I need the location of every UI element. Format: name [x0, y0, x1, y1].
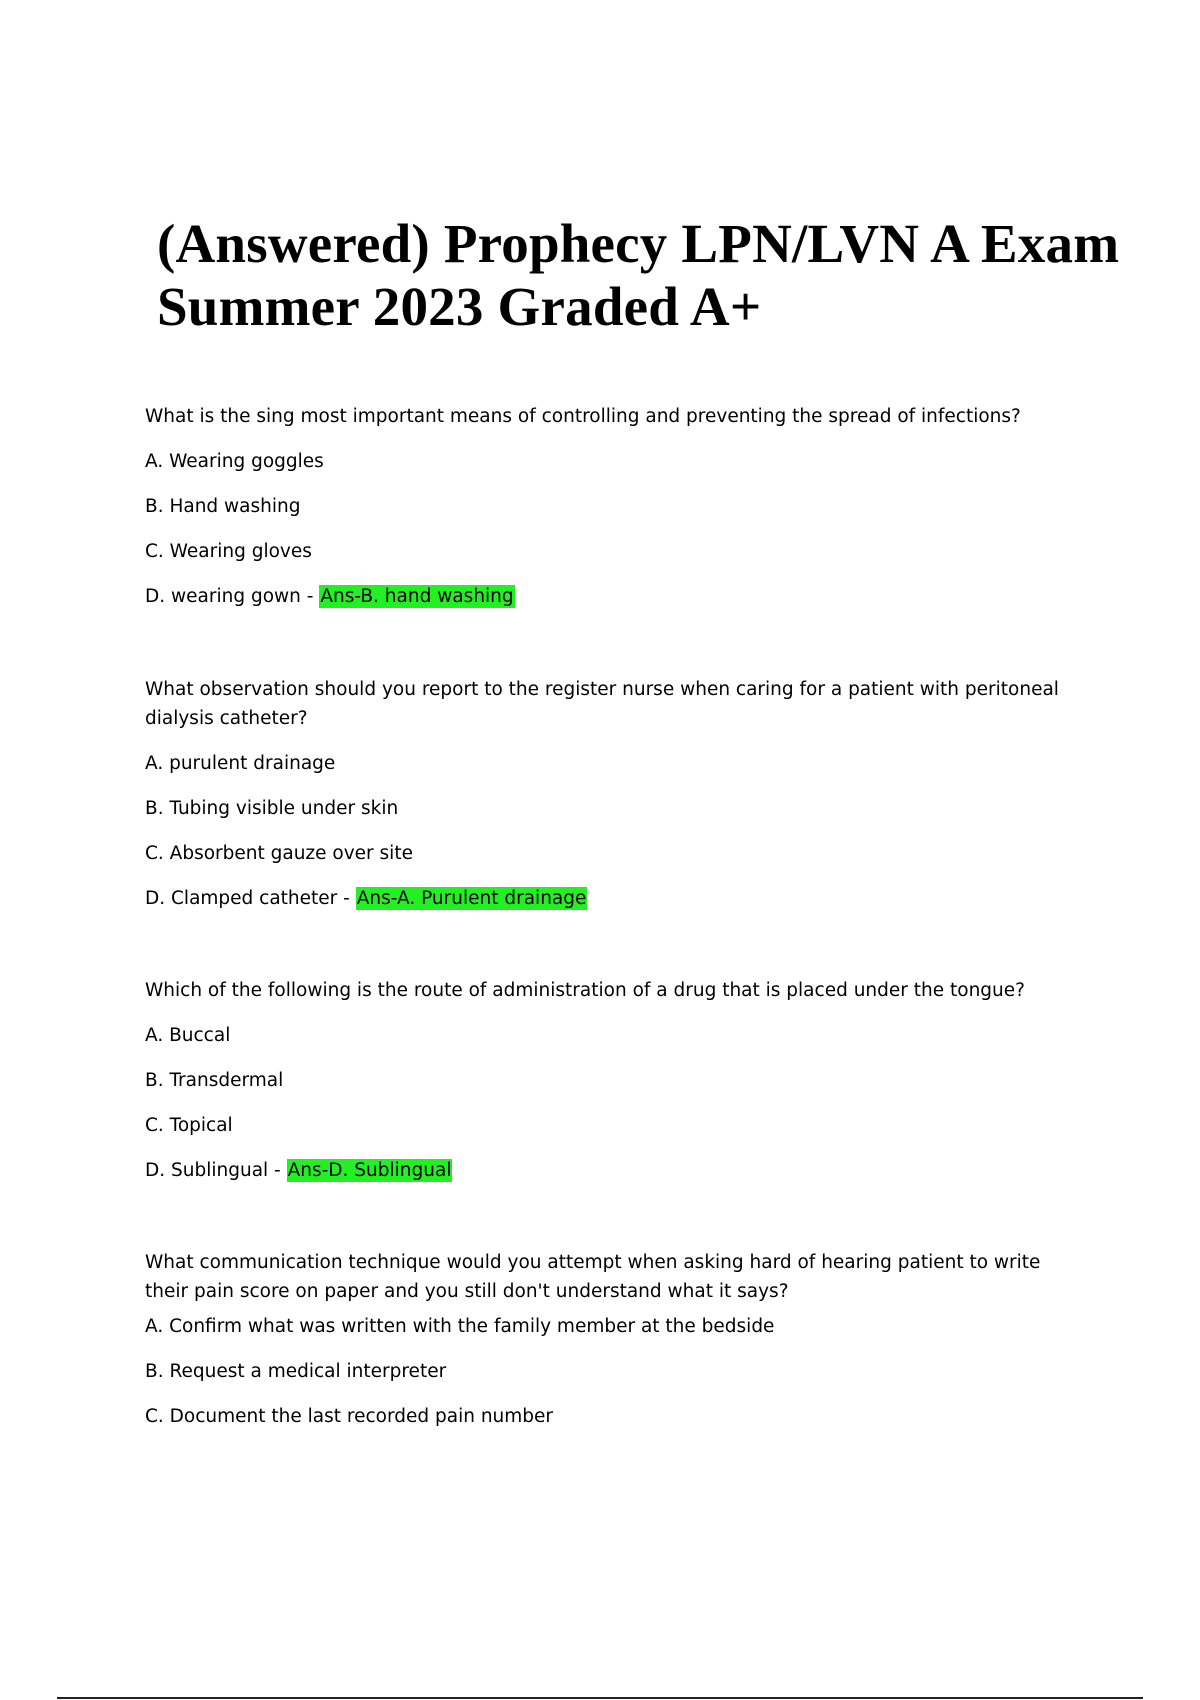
page-bottom-rule — [57, 1697, 1143, 1699]
answer-separator: - — [268, 1160, 287, 1181]
question-text: What is the sing most important means of controlling and preventing the spread of infections? — [145, 406, 1021, 427]
option-a: A. Wearing goggles — [145, 451, 324, 472]
option-b: B. Request a medical interpreter — [145, 1361, 447, 1382]
option-a: A. purulent drainage — [145, 753, 336, 774]
question-3 — [145, 976, 1085, 1201]
title-line-2: Summer 2023 Graded A+ — [157, 276, 762, 337]
question-2 — [145, 675, 1085, 929]
option-c: C. Wearing gloves — [145, 541, 312, 562]
option-d-with-answer — [145, 884, 1085, 929]
title-line-1: (Answered) Prophecy LPN/LVN A Exam — [157, 213, 1120, 274]
option-d: D. Sublingual — [145, 1160, 269, 1181]
option-a: A. Buccal — [145, 1025, 231, 1046]
question-text: Which of the following is the route of administration of a drug that is placed under the tongue? — [145, 980, 1025, 1001]
option-a: A. Confirm what was written with the family member at the bedside — [145, 1316, 775, 1337]
option-b: B. Transdermal — [145, 1070, 284, 1091]
question-text: What communication technique would you attempt when asking hard of hearing patient to write their pain score on paper and you still don't understand what it says? — [145, 1252, 1041, 1302]
option-c: C. Document the last recorded pain number — [145, 1406, 554, 1427]
option-b: B. Hand washing — [145, 496, 301, 517]
answer-separator: - — [337, 888, 356, 909]
answer-highlight: Ans-D. Sublingual — [287, 1160, 452, 1181]
question-4 — [145, 1248, 1085, 1447]
option-d-with-answer — [145, 582, 1085, 627]
question-text: What observation should you report to the register nurse when caring for a patient with peritoneal dialysis catheter? — [145, 679, 1059, 729]
answer-highlight: Ans-B. hand washing — [320, 586, 514, 607]
option-c: C. Absorbent gauze over site — [145, 843, 413, 864]
option-d: D. Clamped catheter — [145, 888, 338, 909]
document-title — [157, 212, 1119, 338]
answer-highlight: Ans-A. Purulent drainage — [356, 888, 587, 909]
question-1 — [145, 402, 1085, 627]
option-d-with-answer — [145, 1156, 1085, 1201]
answer-separator: - — [300, 586, 320, 607]
option-d: D. wearing gown — [145, 586, 301, 607]
option-b: B. Tubing visible under skin — [145, 798, 399, 819]
option-c: C. Topical — [145, 1115, 233, 1136]
